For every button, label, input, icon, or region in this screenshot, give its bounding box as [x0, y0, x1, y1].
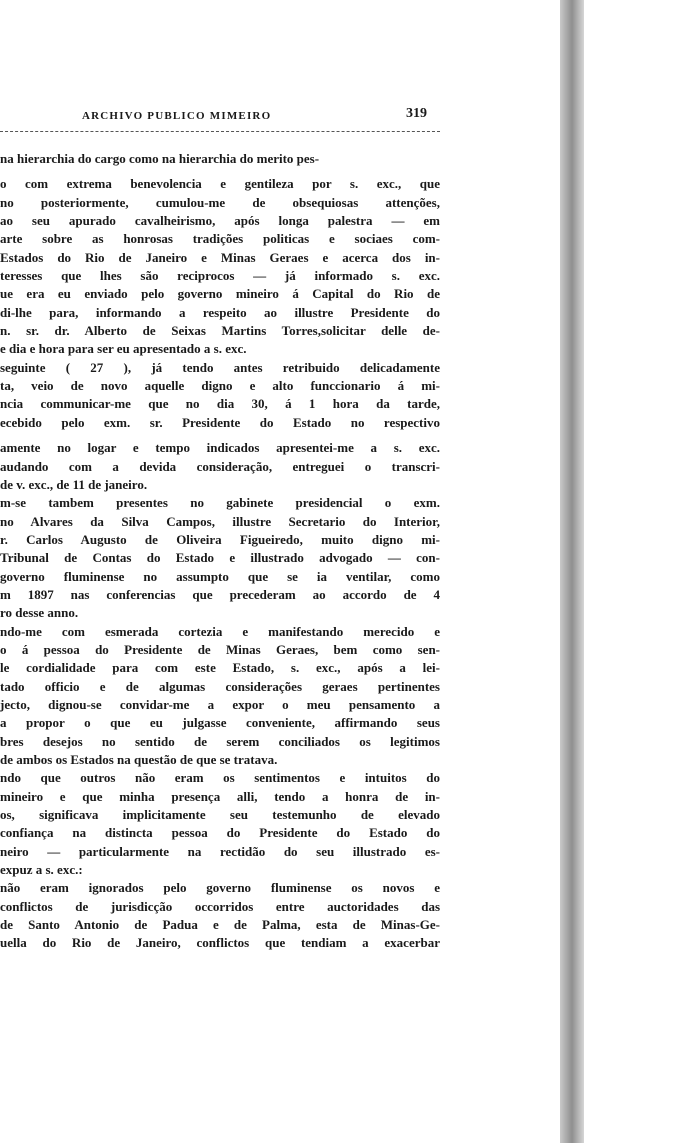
page-margin — [584, 0, 679, 1143]
text-line: ao seu apurado cavalheirismo, após longa palestra — em — [0, 213, 440, 229]
text-line: a propor o que eu julgasse conveniente, affirmando seus — [0, 715, 440, 731]
text-line: governo fluminense no assumpto que se ia ventilar, como — [0, 568, 440, 584]
text-line: ndo que outros não eram os sentimentos e intuitos do — [0, 770, 440, 786]
text-line: neiro — particularmente na rectidão do seu illustrado es- — [0, 843, 440, 859]
text-line: tado officio e de algumas considerações geraes pertinentes — [0, 678, 440, 694]
text-line: m 1897 nas conferencias que precederam ao accordo de 4 — [0, 586, 440, 602]
header-rule — [0, 131, 440, 132]
text-line: confiança na distincta pessoa do Presidente do Estado do — [0, 825, 440, 841]
text-line: seguinte ( 27 ), já tendo antes retribuido delicadamente — [0, 359, 440, 375]
text-line: ncia communicar-me que no dia 30, á 1 hora da tarde, — [0, 396, 440, 412]
text-line: conflictos de jurisdicção occorridos entre auctoridades das — [0, 898, 440, 914]
text-line: o com extrema benevolencia e gentileza por s. exc., que — [0, 176, 440, 192]
text-line: na hierarchia do cargo como na hierarchia do merito pes- — [0, 151, 320, 166]
text-line: di-lhe para, informando a respeito ao illustre Presidente do — [0, 304, 440, 320]
text-line: Tribunal de Contas do Estado e illustrado advogado — con- — [0, 550, 440, 566]
text-line: expuz a s. exc.: — [0, 862, 83, 878]
text-line: Estados do Rio de Janeiro e Minas Geraes e acerca dos in- — [0, 249, 440, 265]
text-line: bres desejos no sentido de serem conciliados os legitimos — [0, 733, 440, 749]
body-text — [0, 150, 440, 953]
text-line: no posteriormente, cumulou-me de obsequiosas attenções, — [0, 194, 440, 210]
text-line: arte sobre as honrosas tradições politicas e sociaes com- — [0, 231, 440, 247]
text-line: le cordialidade para com este Estado, s. exc., após a lei- — [0, 660, 440, 676]
text-line: o á pessoa do Presidente de Minas Geraes, bem como sen- — [0, 641, 440, 657]
text-line: jecto, dignou-se convidar-me a expor o meu pensamento a — [0, 696, 440, 712]
text-line: ue era eu enviado pelo governo mineiro á Capital do Rio de — [0, 286, 440, 302]
text-line: ndo-me com esmerada cortezia e manifestando merecido e — [0, 623, 440, 639]
page-number: 319 — [406, 106, 427, 121]
text-line: no Alvares da Silva Campos, illustre Secretario do Interior, — [0, 513, 440, 529]
text-line: e dia e hora para ser eu apresentado a s. exc. — [0, 341, 247, 357]
text-line: de Santo Antonio de Padua e de Palma, esta de Minas-Ge- — [0, 917, 440, 933]
running-header — [0, 106, 440, 128]
text-line: ro desse anno. — [0, 605, 79, 621]
text-line: r. Carlos Augusto de Oliveira Figueiredo, muito digno mi- — [0, 531, 440, 547]
text-line: ta, veio de novo aquelle digno e alto funccionario á mi- — [0, 378, 440, 394]
text-line: teresses que lhes são reciprocos — já informado s. exc. — [0, 268, 440, 284]
text-line: audando com a devida consideração, entreguei o transcri- — [0, 458, 440, 474]
text-line: de v. exc., de 11 de janeiro. — [0, 476, 148, 492]
binding-shadow — [560, 0, 584, 1143]
text-line: não eram ignorados pelo governo fluminense os novos e — [0, 880, 440, 896]
text-line: amente no logar e tempo indicados apresentei-me a s. exc. — [0, 440, 440, 456]
text-line: uella do Rio de Janeiro, conflictos que tendiam a exacerbar — [0, 935, 440, 951]
header-title: ARCHIVO PUBLICO MIMEIRO — [82, 110, 272, 122]
text-line: ecebido pelo exm. sr. Presidente do Estado no respectivo — [0, 414, 440, 430]
text-line: mineiro e que minha presença alli, tendo a honra de in- — [0, 788, 440, 804]
text-line: de ambos os Estados na questão de que se tratava. — [0, 752, 278, 767]
text-line: n. sr. dr. Alberto de Seixas Martins Torres,solicitar delle de- — [0, 323, 440, 339]
text-line: m-se tambem presentes no gabinete presidencial o exm. — [0, 495, 440, 511]
text-line: os, significava implicitamente seu testemunho de elevado — [0, 807, 440, 823]
